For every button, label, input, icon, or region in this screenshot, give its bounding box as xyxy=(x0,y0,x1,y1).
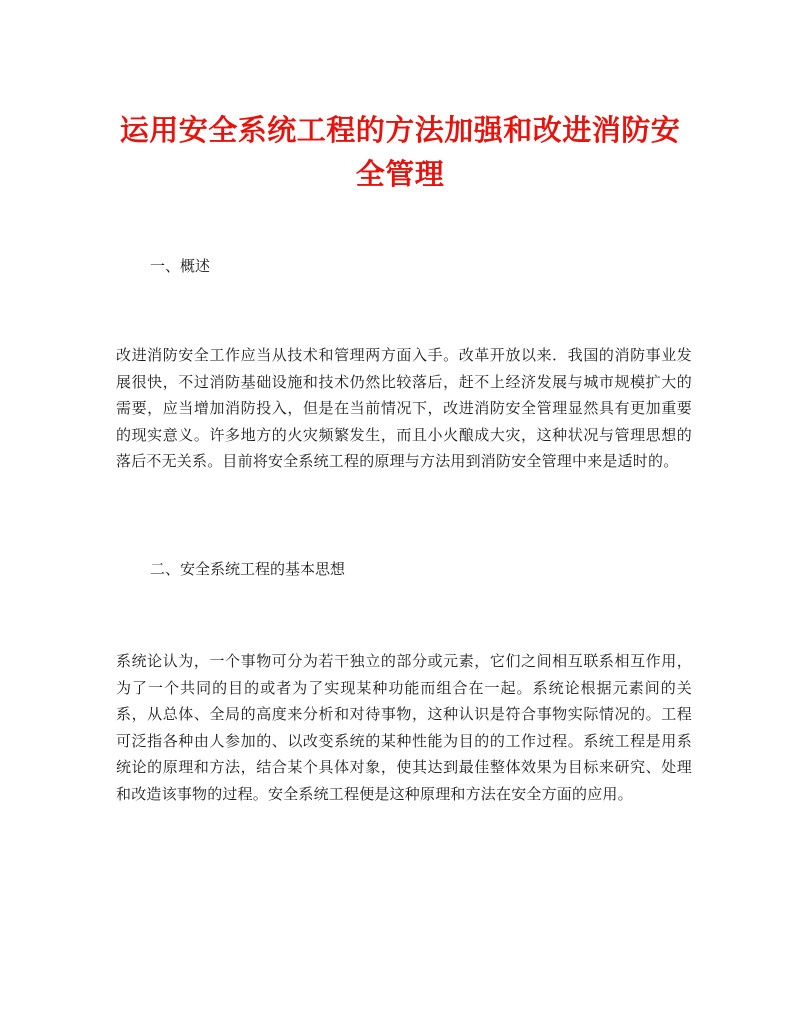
section-paragraph-basic-idea: 系统论认为，一个事物可分为若干独立的部分或元素，它们之间相互联系相互作用，为了一个共同的目的或者为了实现某种功能而组合在一起。系统论根据元素间的关系，从总体、全局的高度来分析和对待事物，这种认识是符合事物实际情况的。工程可泛指各种由人参加的、以改变系统的某种性能为目的的工作过程。系统工程是用系统论的原理和方法，结合某个具体对象，使其达到最佳整体效果为目标来研究、处理和改造该事物的过程。安全系统工程便是这种原理和方法在安全方面的应用。 xyxy=(116,652,692,803)
document-title: 运用安全系统工程的方法加强和改进消防安全管理 xyxy=(119,113,681,191)
section-heading-overview: 一、概述 xyxy=(150,257,211,275)
section-paragraph-overview: 改进消防安全工作应当从技术和管理两方面入手。改革开放以来．我国的消防事业发展很快，不过消防基础设施和技术仍然比较落后，赶不上经济发展与城市规模扩大的需要，应当增加消防投入，但是在当前情况下，改进消防安全管理显然具有更加重要的现实意义。许多地方的火灾频繁发生，而且小火酿成大灾，这种状况与管理思想的落后不无关系。目前将安全系统工程的原理与方法用到消防安全管理中来是适时的。 xyxy=(116,346,692,470)
section-heading-basic-idea: 二、安全系统工程的基本思想 xyxy=(150,560,346,578)
